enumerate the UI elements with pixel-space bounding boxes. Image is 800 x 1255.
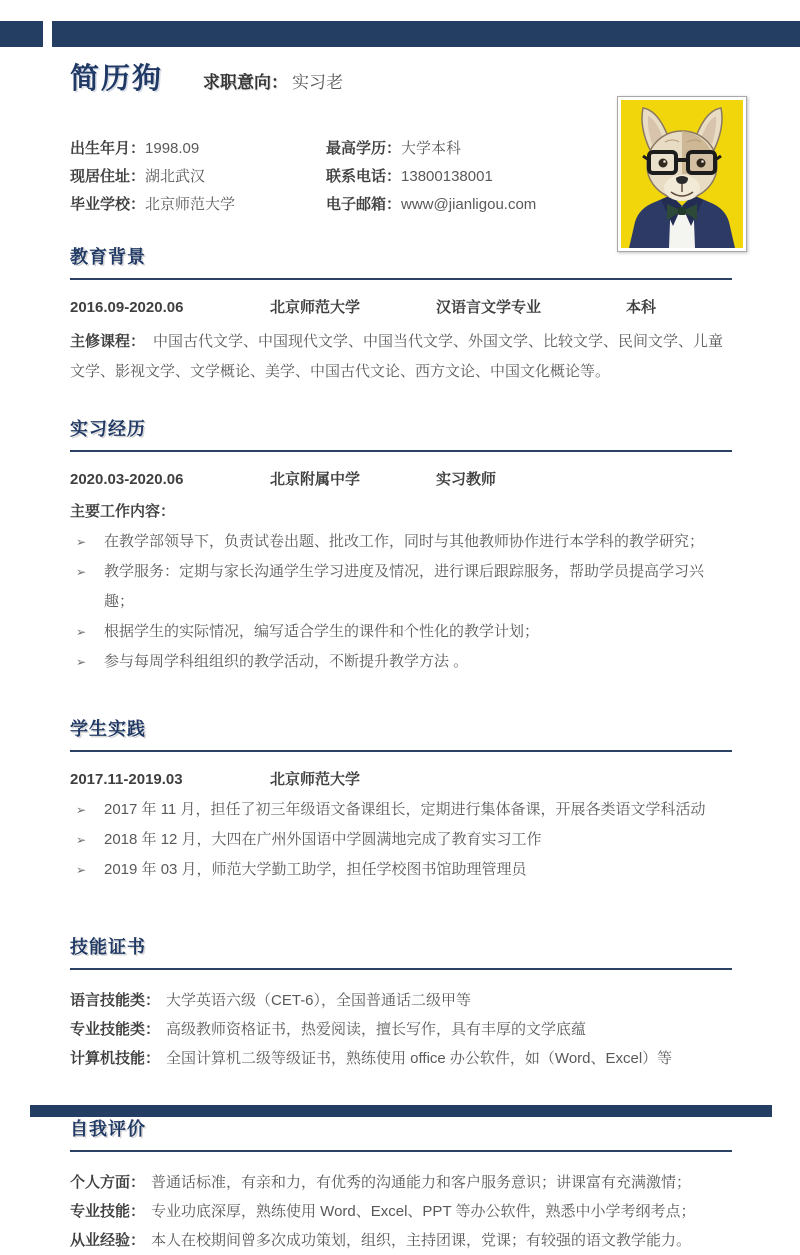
arrow-bullet-icon: ➢ bbox=[76, 655, 87, 669]
internship-bullet bbox=[70, 617, 732, 647]
evaluation-label: 个人方面： bbox=[70, 1174, 146, 1191]
resume-page bbox=[70, 56, 732, 1255]
internship-period: 2020.03-2020.06 bbox=[70, 471, 184, 488]
practice-period: 2017.11-2019.03 bbox=[70, 771, 183, 788]
section-title-evaluation: 自我评价 bbox=[70, 1115, 732, 1152]
courses-label: 主修课程： bbox=[70, 333, 146, 350]
internship-duty-label: 主要工作内容： bbox=[70, 503, 176, 520]
header bbox=[70, 56, 732, 97]
section-skills bbox=[70, 933, 732, 1073]
evaluation-value: 本人在校期间曾多次成功策划，组织，主持团课，党课；有较强的语文教学能力。 bbox=[151, 1232, 692, 1249]
internship-bullet bbox=[70, 557, 732, 617]
evaluation-value: 普通话标准，有亲和力，有优秀的沟通能力和客户服务意识；讲课富有充满激情； bbox=[151, 1174, 692, 1191]
phone-row bbox=[326, 165, 616, 186]
arrow-bullet-icon: ➢ bbox=[76, 535, 87, 549]
skill-row bbox=[70, 1015, 732, 1044]
top-accent-bar bbox=[52, 21, 800, 47]
practice-bullet bbox=[70, 795, 732, 825]
degree-row bbox=[326, 137, 616, 158]
section-internship bbox=[70, 415, 732, 677]
address-label: 现居住址： bbox=[70, 167, 146, 185]
education-major: 汉语言文学专业 bbox=[436, 299, 542, 316]
address-value: 湖北武汉 bbox=[145, 167, 206, 185]
bullet-text: 参与每周学科组组织的教学活动，不断提升教学方法 。 bbox=[104, 653, 469, 670]
practice-meta-row bbox=[70, 765, 732, 795]
email-row bbox=[326, 193, 616, 214]
skill-row bbox=[70, 986, 732, 1015]
education-school: 北京师范大学 bbox=[270, 299, 361, 316]
grad-school-row bbox=[70, 193, 326, 214]
candidate-name: 简历狗 bbox=[70, 63, 164, 95]
internship-bullet bbox=[70, 647, 732, 677]
section-title-education: 教育背景 bbox=[70, 243, 732, 280]
job-intention-value: 实习老 bbox=[292, 73, 344, 92]
internship-meta-row bbox=[70, 465, 732, 495]
section-evaluation bbox=[70, 1115, 732, 1255]
skill-value: 大学英语六级（CET-6），全国普通话二级甲等 bbox=[166, 992, 472, 1009]
birth-row bbox=[70, 137, 326, 158]
practice-bullet bbox=[70, 825, 732, 855]
bullet-text: 2019 年 03 月，师范大学勤工助学，担任学校图书馆助理管理员 bbox=[104, 861, 527, 878]
bottom-accent-bar bbox=[30, 1105, 772, 1117]
bullet-text: 根据学生的实际情况，编写适合学生的课件和个性化的教学计划； bbox=[104, 623, 540, 640]
phone-label: 联系电话： bbox=[326, 167, 402, 185]
arrow-bullet-icon: ➢ bbox=[76, 833, 87, 847]
grad-school-value: 北京师范大学 bbox=[145, 195, 236, 213]
address-row bbox=[70, 165, 326, 186]
birth-value: 1998.09 bbox=[145, 139, 200, 157]
section-title-practice: 学生实践 bbox=[70, 715, 732, 752]
degree-label: 最高学历： bbox=[326, 139, 402, 157]
section-education bbox=[70, 243, 732, 387]
internship-company: 北京附属中学 bbox=[270, 471, 361, 488]
skill-value: 高级教师资格证书，热爱阅读，擅长写作，具有丰厚的文学底蕴 bbox=[166, 1021, 587, 1038]
evaluation-row bbox=[70, 1197, 732, 1226]
skill-label: 语言技能类： bbox=[70, 992, 161, 1009]
section-practice bbox=[70, 715, 732, 885]
bullet-text: 在教学部领导下，负责试卷出题、批改工作，同时与其他教师协作进行本学科的教学研究； bbox=[104, 533, 705, 550]
internship-role: 实习教师 bbox=[436, 471, 497, 488]
email-label: 电子邮箱： bbox=[326, 195, 402, 213]
bullet-text: 2018 年 12 月，大四在广州外国语中学圆满地完成了教育实习工作 bbox=[104, 831, 542, 848]
evaluation-row bbox=[70, 1168, 732, 1197]
birth-label: 出生年月： bbox=[70, 139, 146, 157]
arrow-bullet-icon: ➢ bbox=[76, 863, 87, 877]
arrow-bullet-icon: ➢ bbox=[76, 625, 87, 639]
evaluation-label: 从业经验： bbox=[70, 1232, 146, 1249]
education-meta-row bbox=[70, 293, 732, 323]
section-title-skills: 技能证书 bbox=[70, 933, 732, 970]
bullet-text: 2017 年 11 月，担任了初三年级语文备课组长，定期进行集体备课，开展各类语文学科活动 bbox=[104, 801, 706, 818]
internship-bullet bbox=[70, 527, 732, 557]
bullet-text: 教学服务：定期与家长沟通学生学习进度及情况，进行课后跟踪服务，帮助学员提高学习兴趣； bbox=[104, 563, 705, 610]
skill-row bbox=[70, 1044, 732, 1073]
arrow-bullet-icon: ➢ bbox=[76, 803, 87, 817]
practice-school: 北京师范大学 bbox=[270, 771, 361, 788]
practice-bullet bbox=[70, 855, 732, 885]
profile-info bbox=[70, 133, 732, 217]
skill-value: 全国计算机二级等级证书，熟练使用 office 办公软件，如（Word、Excel）等 bbox=[166, 1050, 673, 1067]
email-value: www@jianligou.com bbox=[401, 195, 537, 213]
top-accent-block bbox=[0, 21, 43, 47]
education-period: 2016.09-2020.06 bbox=[70, 299, 184, 316]
education-degree: 本科 bbox=[626, 299, 657, 316]
grad-school-label: 毕业学校： bbox=[70, 195, 146, 213]
job-intention bbox=[203, 68, 343, 93]
section-title-internship: 实习经历 bbox=[70, 415, 732, 452]
education-courses bbox=[70, 327, 732, 387]
phone-value: 13800138001 bbox=[401, 167, 493, 185]
job-intention-label: 求职意向： bbox=[203, 73, 289, 92]
evaluation-label: 专业技能： bbox=[70, 1203, 146, 1220]
skill-label: 计算机技能： bbox=[70, 1050, 161, 1067]
skill-label: 专业技能类： bbox=[70, 1021, 161, 1038]
evaluation-row bbox=[70, 1226, 732, 1255]
courses-text: 中国古代文学、中国现代文学、中国当代文学、外国文学、比较文学、民间文学、儿童文学、影视文学、文学概论、美学、中国古代文论、西方文论、中国文化概论等。 bbox=[70, 333, 724, 380]
degree-value: 大学本科 bbox=[401, 139, 462, 157]
arrow-bullet-icon: ➢ bbox=[76, 565, 87, 579]
evaluation-value: 专业功底深厚，熟练使用 Word、Excel、PPT 等办公软件，熟悉中小学考纲考点； bbox=[151, 1203, 696, 1220]
